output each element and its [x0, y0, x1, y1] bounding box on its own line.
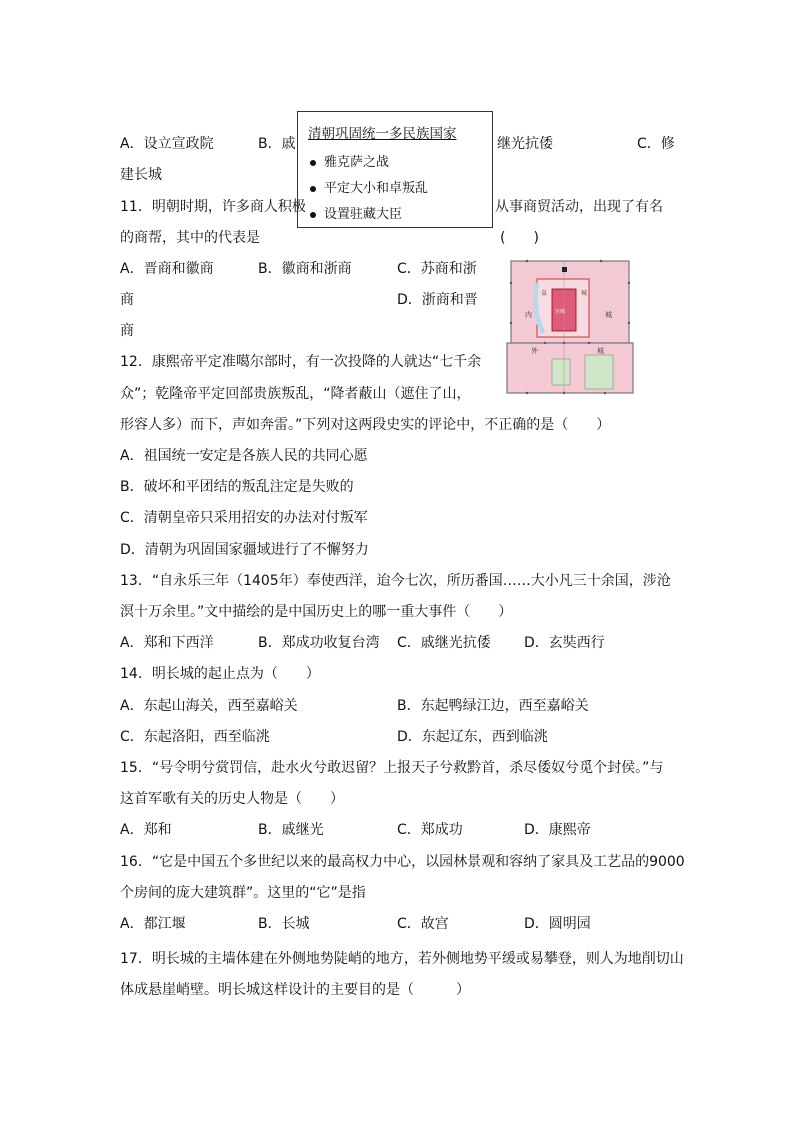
bullet-icon [310, 212, 316, 218]
q16-stem-2: 个房间的庞大建筑群”。这里的“它”是指 [120, 885, 366, 901]
q16-option-c: C．故宫 [397, 916, 449, 932]
q15-option-a: A．郑和 [120, 822, 172, 838]
map-label: 外 [531, 347, 538, 355]
q11-option-b: B．徽商和浙商 [258, 261, 352, 277]
q10-option-b-cont: 继光抗倭 [497, 136, 553, 152]
bell-tower-icon [562, 267, 567, 272]
box-item: 平定大小和卓叛乱 [310, 177, 428, 196]
q15-option-d: D．康熙帝 [524, 822, 591, 838]
q16-option-d: D．圆明园 [524, 916, 591, 932]
q11-paren: ( ) [500, 230, 539, 246]
q11-option-a: A．晋商和徽商 [120, 261, 214, 277]
q13-option-c: C．戚继光抗倭 [397, 635, 491, 651]
q13-option-a: A．郑和下西洋 [120, 635, 214, 651]
beijing-city-map [497, 243, 643, 397]
map-label: 城 [581, 290, 588, 297]
q12-option-a: A．祖国统一安定是各族人民的共同心愿 [120, 448, 368, 464]
q14-stem: 14．明长城的起止点为（ ） [120, 666, 320, 682]
q11-stem-1a: 11．明朝时期，许多商人积极 [120, 199, 306, 215]
q13-option-b: B．郑成功收复台湾 [258, 635, 380, 651]
box-item: 雅克萨之战 [310, 151, 389, 170]
q10-option-c: C．修 [637, 136, 675, 152]
q13-stem-2: 溟十万余里。”文中描绘的是中国历史上的哪一重大事件（ ） [120, 604, 513, 620]
map-label: 城 [597, 347, 604, 355]
map-label: 皇 [541, 290, 548, 297]
q17-stem-1: 17．明长城的主墙体建在外侧地势陡峭的地方，若外侧地势平缓或易攀登，则人为地削切山 [120, 951, 684, 967]
bullet-icon [310, 160, 316, 166]
q14-option-c: C．东起洛阳，西至临洮 [120, 729, 270, 745]
q11-option-d: D．浙商和晋 [397, 292, 478, 308]
q10-option-a: A．设立宣政院 [120, 136, 214, 152]
q10-option-c-cont: 建长城 [120, 167, 162, 183]
temple-of-agriculture [552, 359, 570, 385]
q12-stem-2: 众”；乾隆帝平定回部贵族叛乱，“降者蔽山（遮住了山， [120, 386, 471, 402]
q11-option-c: C．苏商和浙 [397, 261, 477, 277]
q13-stem-1: 13．“自永乐三年（1405年）奉使西洋，迨今七次，所历番国……大小凡三十余国，涉沧 [120, 573, 671, 589]
q17-stem-2: 体成悬崖峭壁。明长城这样设计的主要目的是（ ） [120, 982, 470, 998]
q16-option-a: A．都江堰 [120, 916, 186, 932]
q15-stem-1: 15．“号令明兮赏罚信，赴水火兮敢迟留？上报天子兮救黔首，杀尽倭奴兮觅个封侯。”与 [120, 760, 664, 776]
q15-stem-2: 这首军歌有关的历史人物是（ ） [120, 791, 344, 807]
qing-info-box [297, 111, 493, 228]
q16-stem-1: 16．“它是中国五个多世纪以来的最高权力中心，以园林景观和容纳了家具及工艺品的9000 [120, 854, 685, 870]
q12-option-c: C．清朝皇帝只采用招安的办法对付叛军 [120, 510, 368, 526]
q12-option-d: D．清朝为巩固国家疆域进行了不懈努力 [120, 542, 369, 558]
q12-stem-3: 形容人多）而下，声如奔雷。”下列对这两段史实的评论中，不正确的是（ ） [120, 417, 611, 433]
q11-option-c-cont: 商 [120, 292, 134, 308]
map-label: 内 [525, 311, 532, 319]
q14-option-b: B．东起鸭绿江边，西至嘉峪关 [397, 698, 589, 714]
q12-stem-1: 12．康熙帝平定准噶尔部时，有一次投降的人就达“七千余 [120, 354, 482, 370]
map-label: 宫城 [555, 309, 566, 315]
temple-of-heaven [585, 355, 613, 389]
q14-option-a: A．东起山海关，西至嘉峪关 [120, 698, 298, 714]
bullet-icon [310, 186, 316, 192]
q11-option-d-cont: 商 [120, 323, 134, 339]
box-title: 清朝巩固统一多民族国家 [308, 126, 457, 142]
q11-stem-2: 的商帮，其中的代表是 [120, 230, 260, 246]
q13-option-d: D．玄奘西行 [524, 635, 605, 651]
q11-stem-1b: 从事商贸活动，出现了有名 [495, 199, 663, 215]
q16-option-b: B．长城 [258, 916, 310, 932]
q12-option-b: B．破坏和平团结的叛乱注定是失败的 [120, 479, 354, 495]
q10-option-b: B．戚 [258, 136, 296, 152]
q15-option-c: C．郑成功 [397, 822, 463, 838]
q15-option-b: B．戚继光 [258, 822, 324, 838]
q14-option-d: D．东起辽东，西到临洮 [397, 729, 548, 745]
box-item: 设置驻藏大臣 [310, 203, 402, 222]
map-label: 城 [605, 311, 612, 319]
